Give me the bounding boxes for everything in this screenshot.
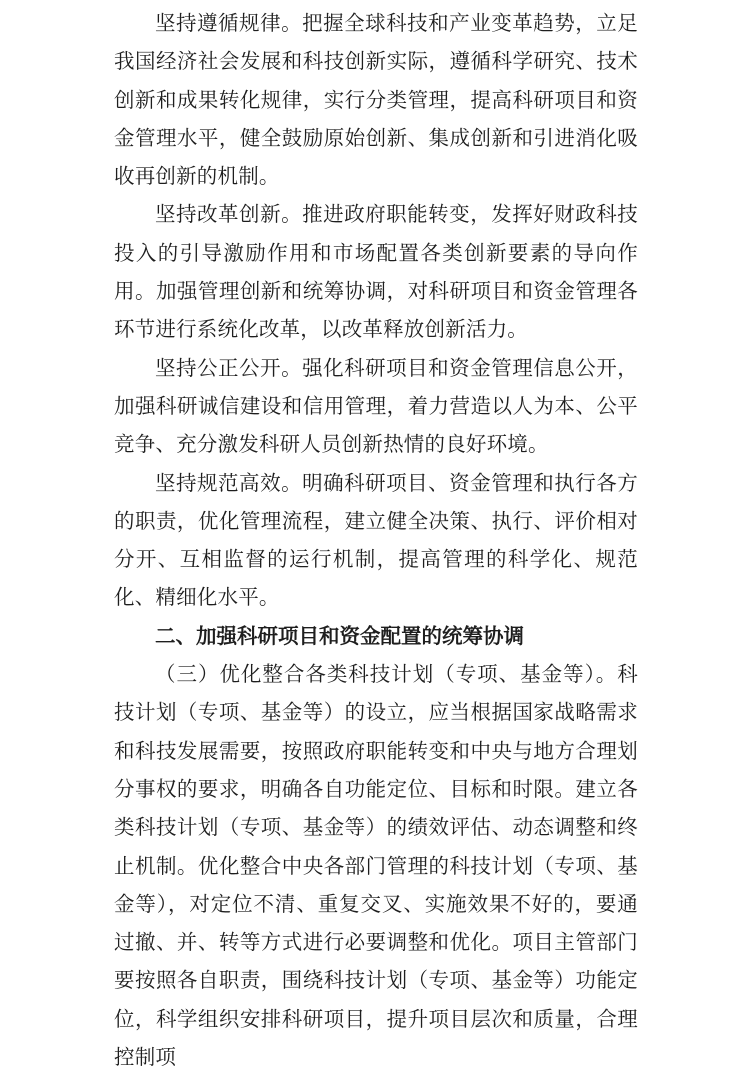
paragraph-follow-rules: 坚持遵循规律。把握全球科技和产业变革趋势，立足我国经济社会发展和科技创新实际，遵循科学研究、技术创新和成果转化规律，实行分类管理，提高科研项目和资金管理水平，健全鼓励原始创新、集成创新和引进消化吸收再创新的机制。 — [114, 11, 638, 189]
paragraph-fairness-openness: 坚持公正公开。强化科研项目和资金管理信息公开，加强科研诚信建设和信用管理，着力营造以人为本、公平竞争、充分激发科研人员创新热情的良好环境。 — [114, 355, 638, 457]
paragraph-optimize-plans: （三）优化整合各类科技计划（专项、基金等）。科技计划（专项、基金等）的设立，应当根据国家战略需求和科技发展需要，按照政府职能转变和中央与地方合理划分事权的要求，明确各自功能定位、目标和时限。建立各类科技计划（专项、基金等）的绩效评估、动态调整和终止机制。优化整合中央各部门管理的科技计划（专项、基金等），对定位不清、重复交叉、实施效果不好的，要通过撤、并、转等方式进行必要调整和优化。项目主管部门要按照各自职责，围绕科技计划（专项、基金等）功能定位，科学组织安排科研项目，提升项目层次和质量，合理控制项 — [114, 662, 638, 1070]
section-heading: 二、加强科研项目和资金配置的统筹协调 — [155, 623, 524, 648]
paragraph-standard-efficiency: 坚持规范高效。明确科研项目、资金管理和执行各方的职责，优化管理流程，建立健全决策、执行、评价相对分开、互相监督的运行机制，提高管理的科学化、规范化、精细化水平。 — [114, 470, 638, 610]
paragraph-reform-innovation: 坚持改革创新。推进政府职能转变，发挥好财政科技投入的引导激励作用和市场配置各类创新要素的导向作用。加强管理创新和统筹协调，对科研项目和资金管理各环节进行系统化改革，以改革释放创新活力。 — [114, 202, 638, 342]
